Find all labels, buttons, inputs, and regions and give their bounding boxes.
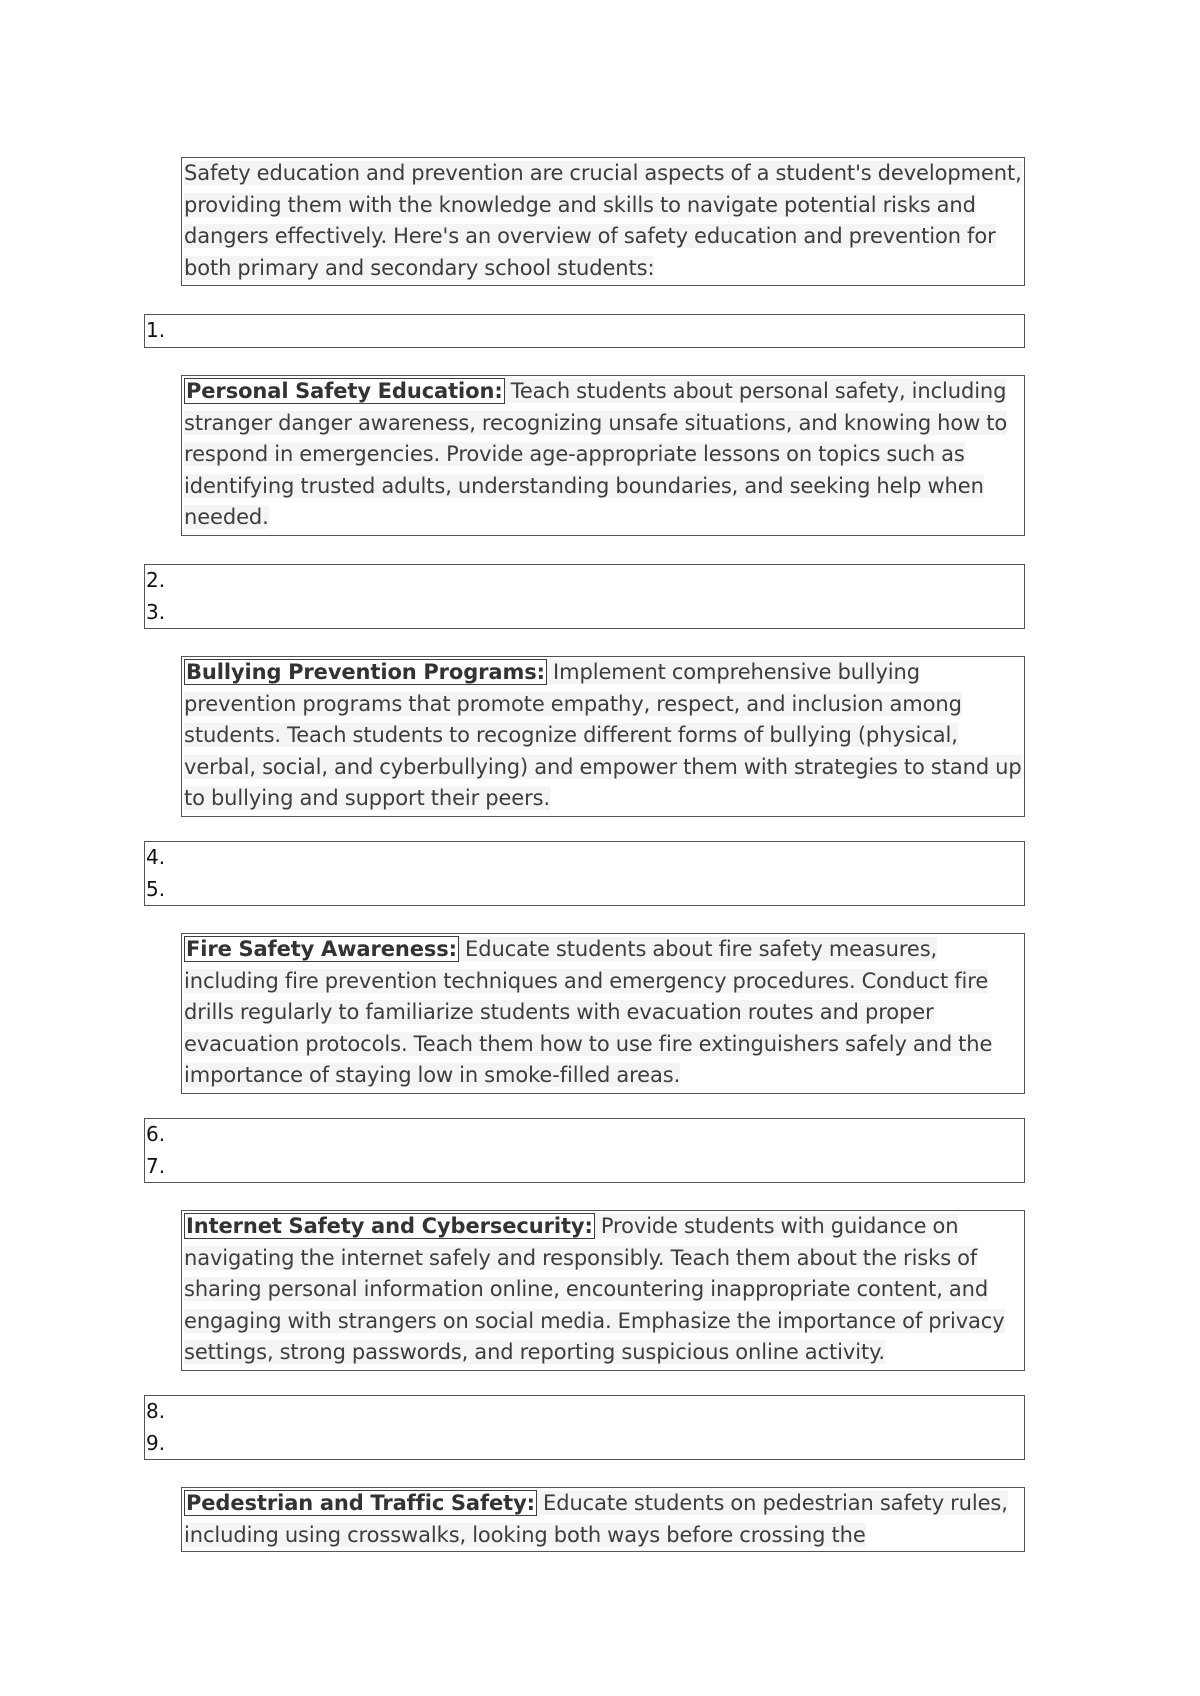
list-number: 5. bbox=[146, 876, 166, 901]
section-paragraph bbox=[181, 656, 1025, 817]
section-term: Bullying Prevention Programs: bbox=[186, 660, 545, 684]
list-number: 8. bbox=[146, 1399, 166, 1423]
section-paragraph bbox=[181, 933, 1025, 1094]
section-body: Educate students about fire safety measures, including fire prevention techniques and emergency procedures. Conduct fire drills regularly to familiarize students with evacuation routes and proper evacuation protocols. Teach them how to use fire extinguishers safely and the importance of staying low in smoke-filled areas. bbox=[184, 937, 993, 1088]
list-number: 6. bbox=[146, 1122, 166, 1146]
list-number-box bbox=[144, 841, 1025, 906]
list-number-box bbox=[144, 564, 1025, 629]
intro-text: Safety education and prevention are crucial aspects of a student's development, providing them with the knowledge and skills to navigate potential risks and dangers effectively. Here's an overview of safety education and prevention for both primary and secondary school students: bbox=[184, 161, 1022, 280]
section-term: Fire Safety Awareness: bbox=[186, 937, 457, 961]
list-number-box bbox=[144, 1118, 1025, 1183]
list-number-box bbox=[144, 1395, 1025, 1460]
section-body: Teach students about personal safety, including stranger danger awareness, recognizing unsafe situations, and knowing how to respond in emergencies. Provide age-appropriate lessons on topics such as identifying trusted adults, understanding boundaries, and seeking help when needed. bbox=[184, 379, 1008, 530]
section-paragraph bbox=[181, 1210, 1025, 1371]
section-body: Implement comprehensive bullying prevention programs that promote empathy, respect, and inclusion among students. Teach students to recognize different forms of bullying (physical, verbal, social, and cyberbullying) and empower them with strategies to stand up to bullying and support their peers. bbox=[184, 660, 1022, 811]
section-paragraph bbox=[181, 1487, 1025, 1552]
list-number: 7. bbox=[146, 1153, 166, 1178]
list-number: 4. bbox=[146, 845, 166, 869]
section-paragraph bbox=[181, 375, 1025, 536]
list-number: 9. bbox=[146, 1430, 166, 1455]
section-body: Provide students with guidance on navigating the internet safely and responsibly. Teach them about the risks of sharing personal information online, encountering inappropriate content, and engaging with strangers on social media. Emphasize the importance of privacy settings, strong passwords, and reporting suspicious online activity. bbox=[184, 1214, 1005, 1365]
list-number: 2. bbox=[146, 568, 166, 592]
section-body: Educate students on pedestrian safety rules, including using crosswalks, looking both ways before crossing the bbox=[184, 1491, 1008, 1547]
list-number: 1. bbox=[146, 318, 166, 342]
list-number: 3. bbox=[146, 599, 166, 624]
section-term: Internet Safety and Cybersecurity: bbox=[186, 1214, 593, 1238]
section-term: Personal Safety Education: bbox=[186, 379, 503, 403]
section-term: Pedestrian and Traffic Safety: bbox=[186, 1491, 535, 1515]
intro-paragraph bbox=[181, 157, 1025, 286]
list-number-box bbox=[144, 314, 1025, 348]
